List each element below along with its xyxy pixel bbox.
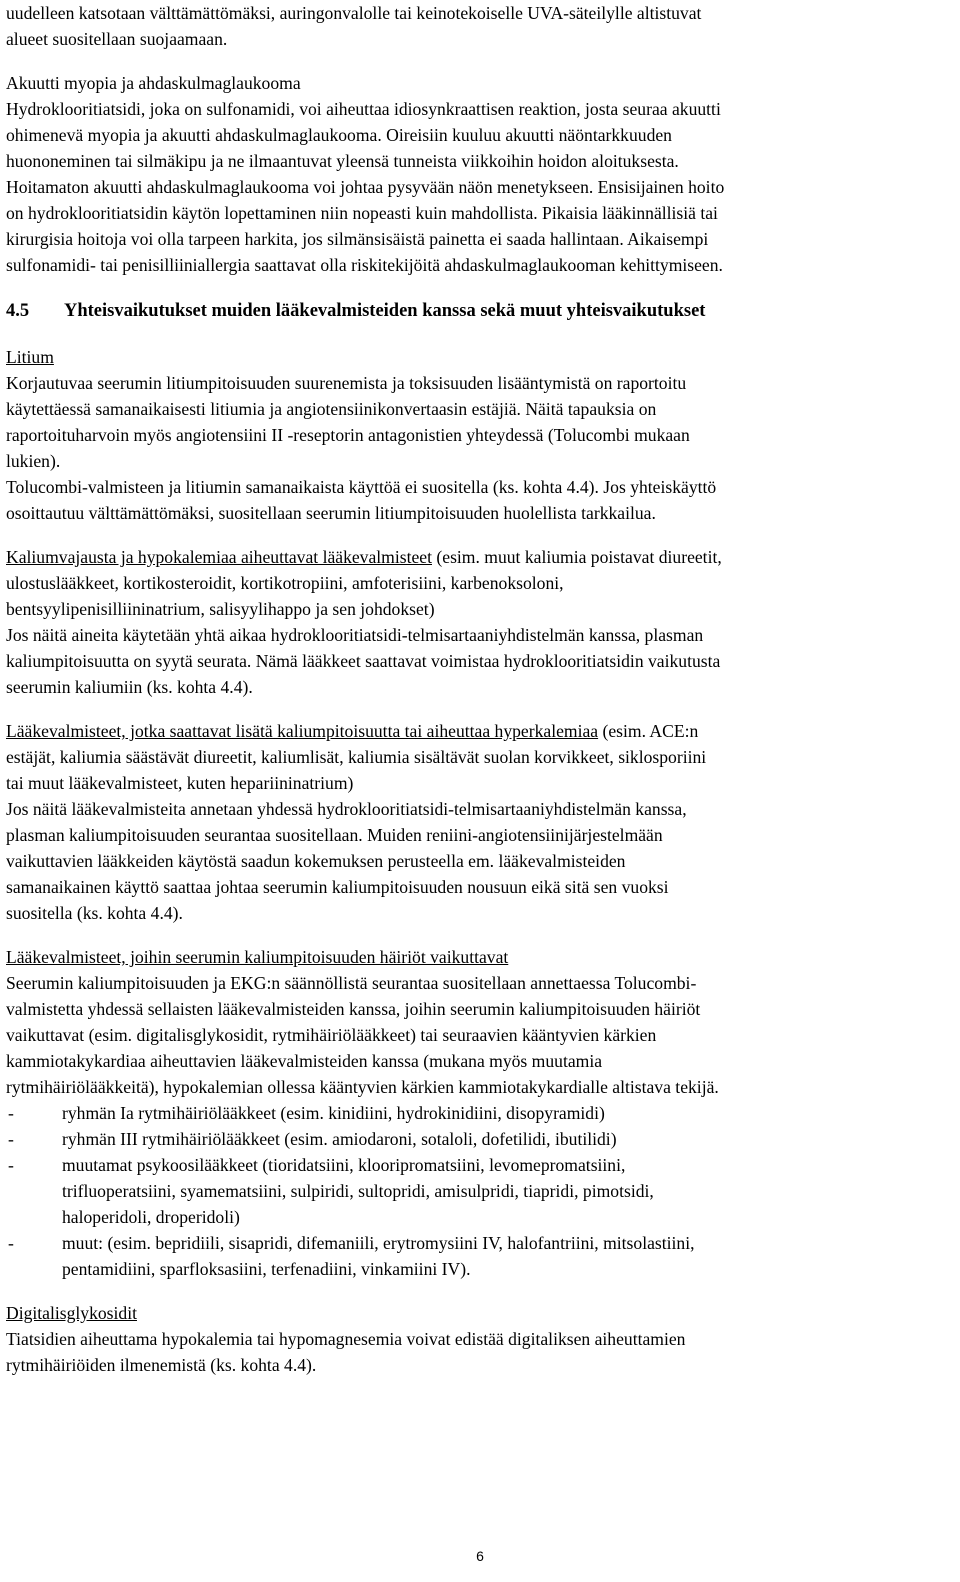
text-line: Hydroklooritiatsidi, joka on sulfonamidi, voi aiheuttaa idiosynkraattisen reaktion, josta seuraa akuutti (6, 99, 721, 119)
digitalis-section (6, 1300, 954, 1378)
text-line: vaikuttavat (esim. digitalisglykosidit, rytmihäiriölääkkeet) tai seuraavien kääntyvien kärkien (6, 1025, 657, 1045)
list-dash: - (8, 1129, 14, 1149)
kalium-depleting-section (6, 544, 954, 700)
litium-section (6, 344, 954, 526)
digitalis-title: Digitalisglykosidit (6, 1303, 137, 1323)
text-line: ohimenevä myopia ja akuutti ahdaskulmaglaukooma. Oireisiin kuuluu akuutti näöntarkkuuden (6, 125, 672, 145)
document-page (6, 0, 954, 1378)
text-line: Tolucombi-valmisteen ja litiumin samanaikaista käyttöä ei suositella (ks. kohta 4.4). Jos yhteiskäyttö (6, 477, 717, 497)
list-dash: - (8, 1103, 14, 1123)
text-line: rytmihäiriölääkkeitä), hypokalemian ollessa kääntyvien kärkien kammiotakykardialle altistava tekijä. (6, 1077, 719, 1097)
text-line: bentsyylipenisilliininatrium, salisyylihappo ja sen johdokset) (6, 599, 435, 619)
text-line: kaliumpitoisuutta on syytä seurata. Nämä lääkkeet saattavat voimistaa hydroklooritiatsidin vaikutusta (6, 651, 721, 671)
text-line: valmistetta yhdessä sellaisten lääkevalmisteiden kanssa, joihin seerumin kaliumpitoisuuden häiriöt (6, 999, 701, 1019)
list-item-line: ryhmän Ia rytmihäiriölääkkeet (esim. kinidiini, hydrokinidiini, disopyramidi) (62, 1103, 605, 1123)
myopia-section (6, 70, 954, 278)
list-item-line: trifluoperatsiini, syamematsiini, sulpiridi, sultopridi, amisulpridi, tiapridi, pimotsidi, (62, 1181, 654, 1201)
text-line: Seerumin kaliumpitoisuuden ja EKG:n säännöllistä seurantaa suositellaan annettaessa Tolucombi- (6, 973, 697, 993)
kalium-depleting-title: Kaliumvajausta ja hypokalemiaa aiheuttavat lääkevalmisteet (6, 547, 432, 567)
text-line: tai muut lääkevalmisteet, kuten hepariininatrium) (6, 773, 354, 793)
hyperkalemia-section (6, 718, 954, 926)
text-line: uudelleen katsotaan välttämättömäksi, auringonvalolle tai keinotekoiselle UVA-säteilylle altistuvat (6, 3, 702, 23)
text-line: estäjät, kaliumia säästävät diureetit, kaliumlisät, kaliumia sisältävät suolan korvikkeet, siklosporiini (6, 747, 707, 767)
text-line: Jos näitä lääkevalmisteita annetaan yhdessä hydroklooritiatsidi-telmisartaaniyhdistelmän kanssa, (6, 799, 687, 819)
text-line: Korjautuvaa seerumin litiumpitoisuuden suurenemista ja toksisuuden lisääntymistä on raportoitu (6, 373, 687, 393)
text-line: kammiotakykardiaa aiheuttavien lääkevalmisteiden kanssa (mukana myös muutamia (6, 1051, 603, 1071)
section-title: Yhteisvaikutukset muiden lääkevalmisteiden kanssa sekä muut yhteisvaikutukset (64, 301, 706, 321)
hyperkalemia-title: Lääkevalmisteet, jotka saattavat lisätä kaliumpitoisuutta tai aiheuttaa hyperkalemiaa (6, 721, 599, 741)
list-item-line: haloperidoli, droperidoli) (62, 1207, 240, 1227)
text-line: huononeminen tai silmäkipu ja ne ilmaantuvat yleensä tunneista viikkoihin hoidon aloituksesta. (6, 151, 679, 171)
text-line: on hydroklooritiatsidin käytön lopettaminen niin nopeasti kuin mahdollista. Pikaisia lääkinnällisiä tai (6, 203, 718, 223)
section-heading (6, 298, 954, 324)
text-line: sulfonamidi- tai penisilliiniallergia saattavat olla riskitekijöitä ahdaskulmaglaukooman kehittymiseen. (6, 255, 723, 275)
drug-list (6, 1100, 954, 1282)
text-line: rytmihäiriöiden ilmenemistä (ks. kohta 4.4). (6, 1355, 317, 1375)
list-item-line: muut: (esim. bepridiili, sisapridi, difemaniili, erytromysiini IV, halofantriini, mitsolastiini, (62, 1233, 695, 1253)
kalium-disturbance-section (6, 944, 954, 1282)
list-item (6, 1230, 954, 1282)
text-line: Hoitamaton akuutti ahdaskulmaglaukooma voi johtaa pysyvään näön menetykseen. Ensisijainen hoito (6, 177, 725, 197)
kalium-depleting-title-rest: (esim. muut kaliumia poistavat diureetit, (432, 547, 722, 567)
list-item (6, 1152, 954, 1230)
text-line: alueet suositellaan suojaamaan. (6, 29, 228, 49)
list-item-line: ryhmän III rytmihäiriölääkkeet (esim. amiodaroni, sotaloli, dofetilidi, ibutilidi) (62, 1129, 617, 1149)
text-line: vaikuttavien lääkkeiden käytöstä saadun kokemuksen perusteella em. lääkevalmisteiden (6, 851, 626, 871)
list-dash: - (8, 1233, 14, 1253)
text-line: lukien). (6, 451, 61, 471)
text-line: raportoituharvoin myös angiotensiini II -reseptorin antagonistien yhteydessä (Tolucombi mukaan (6, 425, 690, 445)
page-number: 6 (476, 1548, 484, 1564)
list-item-line: pentamidiini, sparfloksasiini, terfenadiini, vinkamiini IV). (62, 1259, 471, 1279)
intro-paragraph (6, 0, 954, 52)
section-number: 4.5 (6, 301, 30, 321)
text-line: samanaikainen käyttö saattaa johtaa seerumin kaliumpitoisuuden nousuun eikä sitä sen vuoksi (6, 877, 669, 897)
text-line: plasman kaliumpitoisuuden seurantaa suositellaan. Muiden reniini-angiotensiinijärjestelmään (6, 825, 663, 845)
text-line: kirurgisia hoitoja voi olla tarpeen harkita, jos silmänsisäistä painetta ei saada hallintaan. Aikaisempi (6, 229, 709, 249)
list-dash: - (8, 1155, 14, 1175)
text-line: Tiatsidien aiheuttama hypokalemia tai hypomagnesemia voivat edistää digitaliksen aiheuttamien (6, 1329, 686, 1349)
text-line: Jos näitä aineita käytetään yhtä aikaa hydroklooritiatsidi-telmisartaaniyhdistelmän kanssa, plasman (6, 625, 704, 645)
text-line: käytettäessä samanaikaisesti litiumia ja angiotensiinikonvertaasin estäjiä. Näitä tapauksia on (6, 399, 657, 419)
hyperkalemia-title-rest: (esim. ACE:n (598, 721, 699, 741)
text-line: suositella (ks. kohta 4.4). (6, 903, 183, 923)
list-item-line: muutamat psykoosilääkkeet (tioridatsiini, klooripromatsiini, levomepromatsiini, (62, 1155, 626, 1175)
list-item (6, 1126, 954, 1152)
text-line: osoittautuu välttämättömäksi, suositellaan seerumin litiumpitoisuuden huolellista tarkkailua. (6, 503, 656, 523)
kalium-disturbance-title: Lääkevalmisteet, joihin seerumin kaliumpitoisuuden häiriöt vaikuttavat (6, 947, 509, 967)
text-line: ulostuslääkkeet, kortikosteroidit, kortikotropiini, amfoterisiini, karbenoksoloni, (6, 573, 564, 593)
myopia-title: Akuutti myopia ja ahdaskulmaglaukooma (6, 73, 301, 93)
list-item (6, 1100, 954, 1126)
text-line: seerumin kaliumiin (ks. kohta 4.4). (6, 677, 253, 697)
litium-title: Litium (6, 347, 54, 367)
